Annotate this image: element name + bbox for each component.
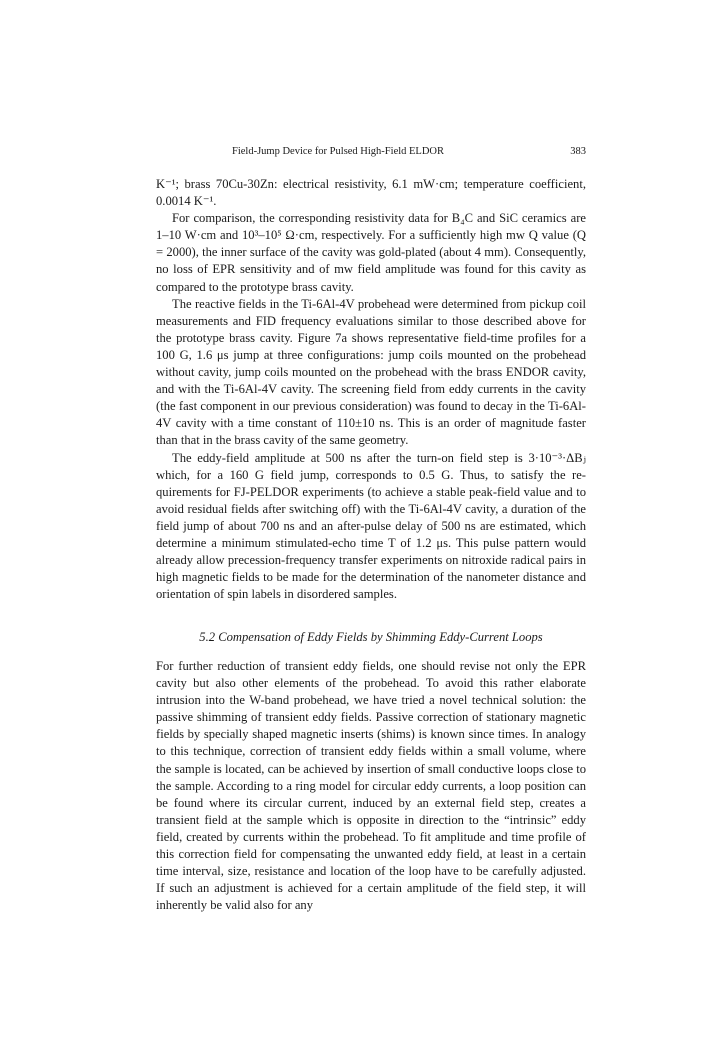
running-title: Field-Jump Device for Pulsed High-Field ELDOR (232, 146, 445, 157)
paragraph: The eddy-field amplitude at 500 ns after the turn-on field step is 3·10⁻³·ΔBⱼ which, for a 160 G field jump, corresponds to 0.5 G. Thus, to satisfy the requirements for FJ-PELDOR experiments (to achieve a stable peak-field value and to avoid residual fields after switching off) with the Ti-6Al-4V cavity, a duration of the field jump of about 700 ns and an after-pulse delay of 500 ns are estimated, which determine a minimum stimulated-echo time T of 1.2 μs. This pulse pattern would already allow precession-frequency transfer experiments on nitroxide radical pairs in high magnetic fields to be made for the determination of the nanometer distance and orientation of spin labels in disordered samples. (156, 450, 586, 602)
page-number: 383 (570, 146, 586, 157)
paragraph: For further reduction of transient eddy fields, one should revise not only the EPR cavity but also other elements of the probehead. To avoid this rather elaborate intrusion into the W-band probehead, we have tried a novel technical solution: the passive shimming of transient eddy fields. Passive correction of stationary magnetic fields by specially shaped magnetic inserts (shims) is known since times. In analogy to this technique, correction of transient eddy fields within a small volume, where the sample is located, can be achieved by insertion of small conductive loops close to the sample. According to a ring model for circular eddy currents, a loop position can be found where its circular current, induced by an external field step, creates a transient field at the sample which is opposite in direction to the “intrinsic” eddy field, created by currents within the probehead. To fit amplitude and time profile of this correction field for compensating the unwanted eddy field, at least in a certain time interval, size, resistance and location of the loop have to be carefully adjusted. If such an adjustment is achieved for a certain amplitude of the field step, it will inherently be valid also for any (156, 659, 586, 913)
paragraph: The reactive fields in the Ti-6Al-4V probehead were determined from pickup coil measurements and FID frequency evaluations similar to those described above for the prototype brass cavity. Figure 7a shows representative field-time profiles for a 100 G, 1.6 μs jump at three configurations: jump coils mounted on the probehead without cavity, jump coils mounted on the probehead with the brass ENDOR cavity, and with the Ti-6Al-4V cavity. The screening field from eddy currents in the cavity (the fast component in our previous consideration) was found to decay in the Ti-6Al-4V cavity with a time constant of 110±10 ns. This is an order of magnitude faster than that in the brass cavity of the same geometry. (156, 296, 586, 448)
running-header (156, 143, 586, 161)
section-body (156, 658, 586, 914)
paragraph: K⁻¹; brass 70Cu-30Zn: electrical resistivity, 6.1 mW·cm; temperature coefficient, 0.0014 K⁻¹. (156, 177, 586, 209)
paragraph: For comparison, the corresponding resistivity data for B₄C and SiC ceramics are 1–10 W·cm and 10³–10⁵ Ω·cm, respectively. For a sufficiently high mw Q value (Q = 2000), the inner surface of the cavity was gold-plated (about 4 mm). Consequently, no loss of EPR sensitivity and of mw field amplitude was found for this cavity as compared to the prototype brass cavity. (156, 211, 586, 294)
body-text (156, 176, 586, 603)
section-heading: 5.2 Compensation of Eddy Fields by Shimming Eddy-Current Loops (199, 630, 543, 644)
